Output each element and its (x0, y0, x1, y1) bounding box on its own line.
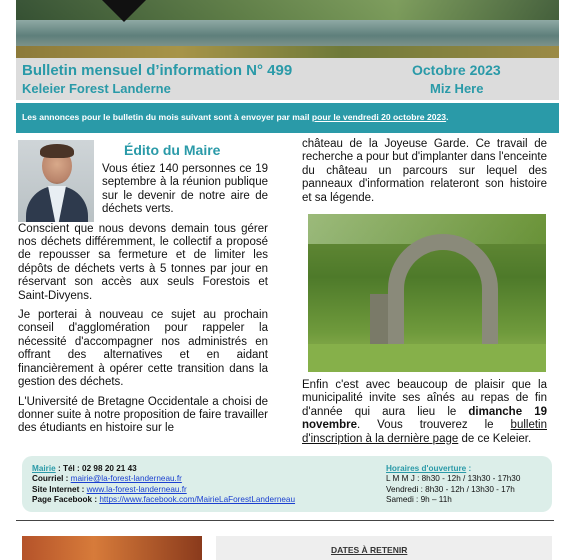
contact-details: Mairie : Tél : 02 98 20 21 43 Courriel : mairie@la-forest-landerneau.fr Site Internet : www.la-forest-landerneau.fr Page Facebook : https://www.facebook.com/MairieLaForestLanderneau (32, 464, 296, 505)
bulletin-subtitle: Keleier Forest Landerne (22, 81, 171, 96)
autumn-photo (22, 536, 202, 560)
notice-text: Les annonces pour le bulletin du mois suivant sont à envoyer par mail (22, 112, 312, 122)
website-link[interactable]: www.la-forest-landerneau.fr (86, 484, 187, 494)
registration-link[interactable]: bulletin d'inscription à la dernière page (302, 419, 547, 445)
hours-title: Horaires d'ouverture (386, 464, 467, 473)
email-link[interactable]: mairie@la-forest-landerneau.fr (70, 474, 182, 484)
edito-paragraph: L'Université de Bretagne Occidentale a choisi de donner suite à notre proposition de faire travailler des étudiants en histoire sur le (18, 395, 268, 435)
notice-deadline: pour le vendredi 20 octobre 2023 (311, 112, 447, 122)
treeline (16, 0, 559, 22)
edito-paragraph: Je porterai à nouveau ce sujet au prochain conseil d'agglomération pour rappeler la nécessité d'accompagner nos administrés en offrant des alternatives et en aidant financièrement à opérer cette transition dans la gestion des déchets. (18, 309, 268, 389)
chevron-down-icon (102, 0, 146, 22)
notice-end: . (446, 112, 449, 122)
opening-hours: Horaires d'ouverture : L M M J : 8h30 - 12h / 13h30 - 17h30 Vendredi : 8h30 - 12h / 13h30 - 17h Samedi : 9h – 11h (386, 464, 521, 505)
submission-notice (16, 103, 559, 133)
dates-title: DATES À RETENIR (331, 545, 408, 555)
facebook-link[interactable]: https://www.facebook.com/MairieLaForestLanderneau (99, 495, 296, 505)
divider (16, 520, 554, 521)
edito-right-column (302, 138, 547, 205)
contact-box (22, 456, 552, 512)
hours-line: Vendredi : 8h30 - 12h / 13h30 - 17h (386, 484, 515, 494)
edito-closing-paragraph: Enfin c'est avec beaucoup de plaisir que la municipalité invite ses aînés au repas de fin d'année qui aura lieu le dimanche 19 novembre. Vous trouverez le bulletin d'inscription à la dernière page de ce Keleier. (302, 379, 548, 445)
hours-line: L M M J : 8h30 - 12h / 13h30 - 17h30 (386, 474, 521, 484)
edito-paragraph: château de la Joyeuse Garde. Ce travail de recherche a pour but d'implanter dans l'enceinte du château un parcours sur lequel des panneaux d'information relateront son histoire et sa légende. (302, 138, 547, 204)
edito-title: Édito du Maire (124, 142, 221, 158)
mairie-label: Mairie (32, 464, 56, 473)
castle-ruin-photo (308, 214, 546, 372)
bulletin-title: Bulletin mensuel d’information N° 499 (22, 62, 293, 79)
river (16, 20, 559, 46)
edito-left-column (18, 163, 268, 442)
bulletin-month-breton: Miz Here (430, 81, 484, 96)
edito-paragraph: Conscient que nous devons demain tous gérer nos déchets différemment, le collectif a proposé de repousser sa fermeture et de limiter les dépôts de déchets verts à 5 tonnes par jour en réservant son accès aux seuls Forestois et Saint-Divyens. (18, 222, 268, 302)
phone: : Tél : 02 98 20 21 43 (55, 464, 137, 473)
hours-line: Samedi : 9h – 11h (386, 495, 452, 505)
header-photo (16, 0, 559, 58)
event-date: dimanche 19 novembre (302, 405, 548, 432)
edito-paragraph: Vous étiez 140 personnes ce 19 septembre à la réunion publique sur le devenir de notre aire de déchets verts. (102, 163, 268, 216)
bulletin-month: Octobre 2023 (412, 62, 501, 78)
reeds (16, 46, 559, 58)
